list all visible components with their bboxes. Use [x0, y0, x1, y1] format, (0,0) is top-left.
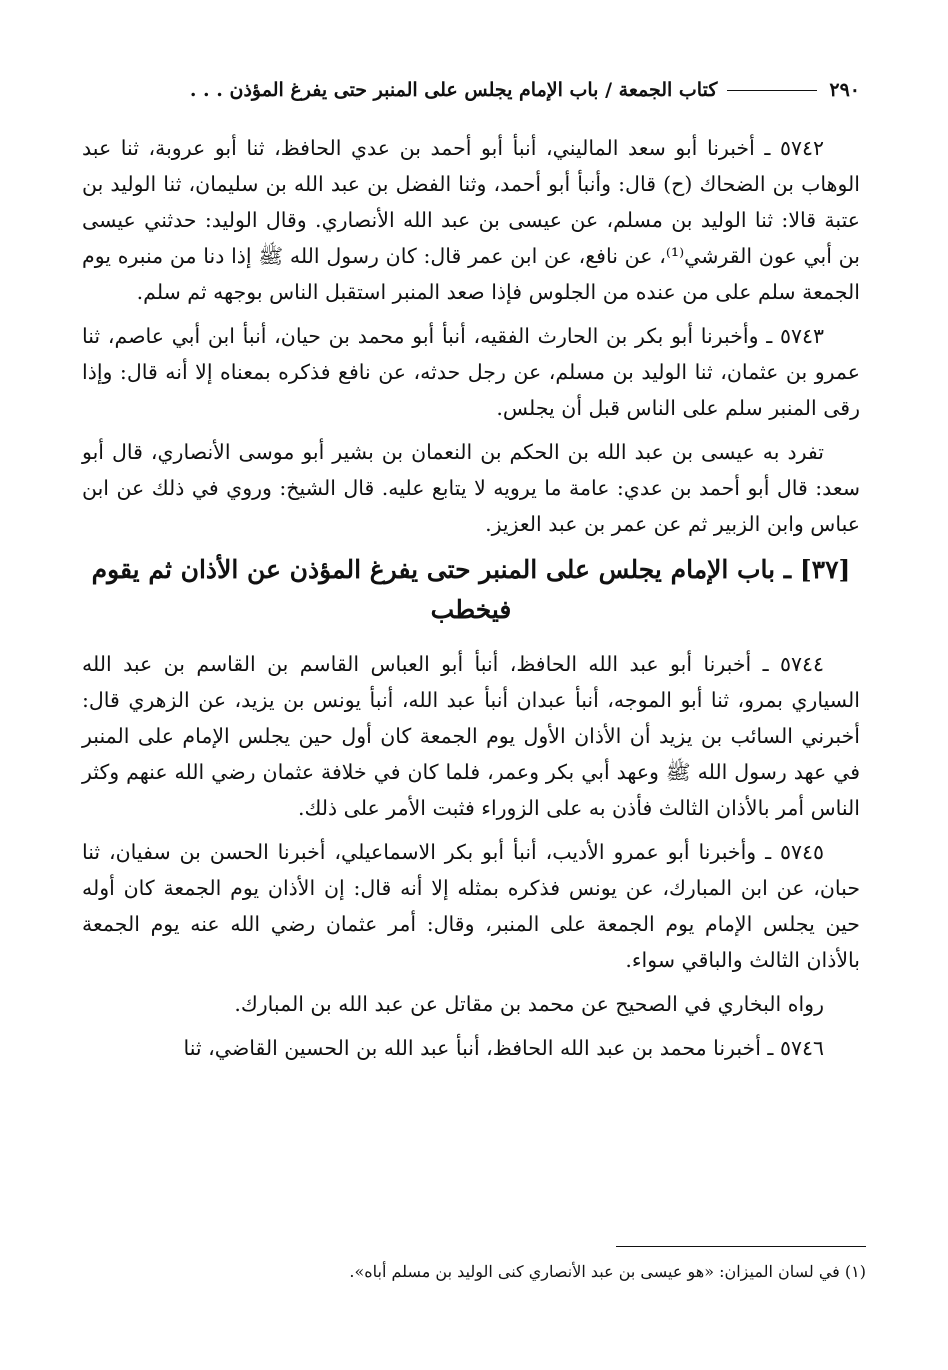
section-title: [٣٧] ـ باب الإمام يجلس على المنبر حتى يفرغ المؤذن عن الأذان ثم يقوم فيخطب	[91, 555, 851, 624]
page-number: ٢٩٠	[829, 79, 860, 101]
footnote: (١) في لسان الميزان: «هو عيسى بن عبد الأنصاري كنى الوليد بن مسلم أباه».	[349, 1262, 866, 1281]
running-header	[82, 70, 860, 110]
hadith-5742: ٥٧٤٢ ـ أخبرنا أبو سعد الماليني، أنبأ أبو أحمد بن عدي الحافظ، ثنا أبو عروبة، ثنا عبد الوهاب بن الضحاك (ح) قال: وأنبأ أبو أحمد، وثنا الفضل بن عبد الله بن سليمان، ثنا الوليد بن عتبة قالا: ثنا الوليد بن مسلم، عن عيسى بن عبد الله الأنصاري. وقال الوليد: حدثني عيسى بن أبي عون القرشي⁽¹⁾، عن نافع، عن ابن عمر قال: كان رسول الله ﷺ إذا دنا من منبره يوم الجمعة سلم على من عنده من الجلوس فإذا صعد المنبر استقبل الناس بوجهه ثم سلم.	[82, 136, 860, 304]
main-text	[82, 130, 860, 1066]
page-body	[82, 70, 860, 1074]
footnote-rule	[616, 1246, 866, 1247]
commentary-paragraph: تفرد به عيسى بن عبد الله بن الحكم بن النعمان بن بشير أبو موسى الأنصاري، قال أبو سعد: قال أبو أحمد بن عدي: عامة ما يرويه لا يتابع عليه. قال الشيخ: وروي في ذلك عن ابن عباس وابن الزبير ثم عن عمر بن عبد العزيز.	[82, 440, 860, 536]
running-title: كتاب الجمعة / باب الإمام يجلس على المنبر حتى يفرغ المؤذن . . .	[189, 79, 718, 101]
bukhari-note: رواه البخاري في الصحيح عن محمد بن مقاتل عن عبد الله بن المبارك.	[234, 992, 824, 1016]
hadith-5743: ٥٧٤٣ ـ وأخبرنا أبو بكر بن الحارث الفقيه، أنبأ أبو محمد بن حيان، أنبأ ابن أبي عاصم، ثنا عمرو بن عثمان، ثنا الوليد بن مسلم، عن رجل حدثه، عن نافع فذكره بمعناه إلا أنه قال: وإذا رقى المنبر سلم على الناس قبل أن يجلس.	[82, 324, 860, 420]
hadith-5746: ٥٧٤٦ ـ أخبرنا محمد بن عبد الله الحافظ، أنبأ عبد الله بن الحسين القاضي، ثنا	[183, 1036, 824, 1060]
hadith-5744: ٥٧٤٤ ـ أخبرنا أبو عبد الله الحافظ، أنبأ أبو العباس القاسم بن القاسم بن عبد الله السياري بمرو، ثنا أبو الموجه، أنبأ عبدان أنبأ عبد الله، أنبأ يونس بن يزيد، عن الزهري قال: أخبرني السائب بن يزيد أن الأذان الأول يوم الجمعة كان أول حين يجلس الإمام على المنبر في عهد رسول الله ﷺ وعهد أبي بكر وعمر، فلما كان في خلافة عثمان رضي الله عنهم وكثر الناس أمر بالأذان الثالث فأذن به على الزوراء فثبت الأمر على ذلك.	[82, 652, 860, 820]
hadith-5745: ٥٧٤٥ ـ وأخبرنا أبو عمرو الأديب، أنبأ أبو بكر الاسماعيلي، أخبرنا الحسن بن سفيان، ثنا حبان، عن ابن المبارك، عن يونس فذكره بمثله إلا أنه قال: إن الأذان يوم الجمعة كان أوله حين يجلس الإمام يوم الجمعة على المنبر، وقال: أمر عثمان رضي الله عنه يوم الجمعة بالأذان الثالث والباقي سواء.	[82, 840, 860, 972]
header-rule	[727, 90, 817, 91]
